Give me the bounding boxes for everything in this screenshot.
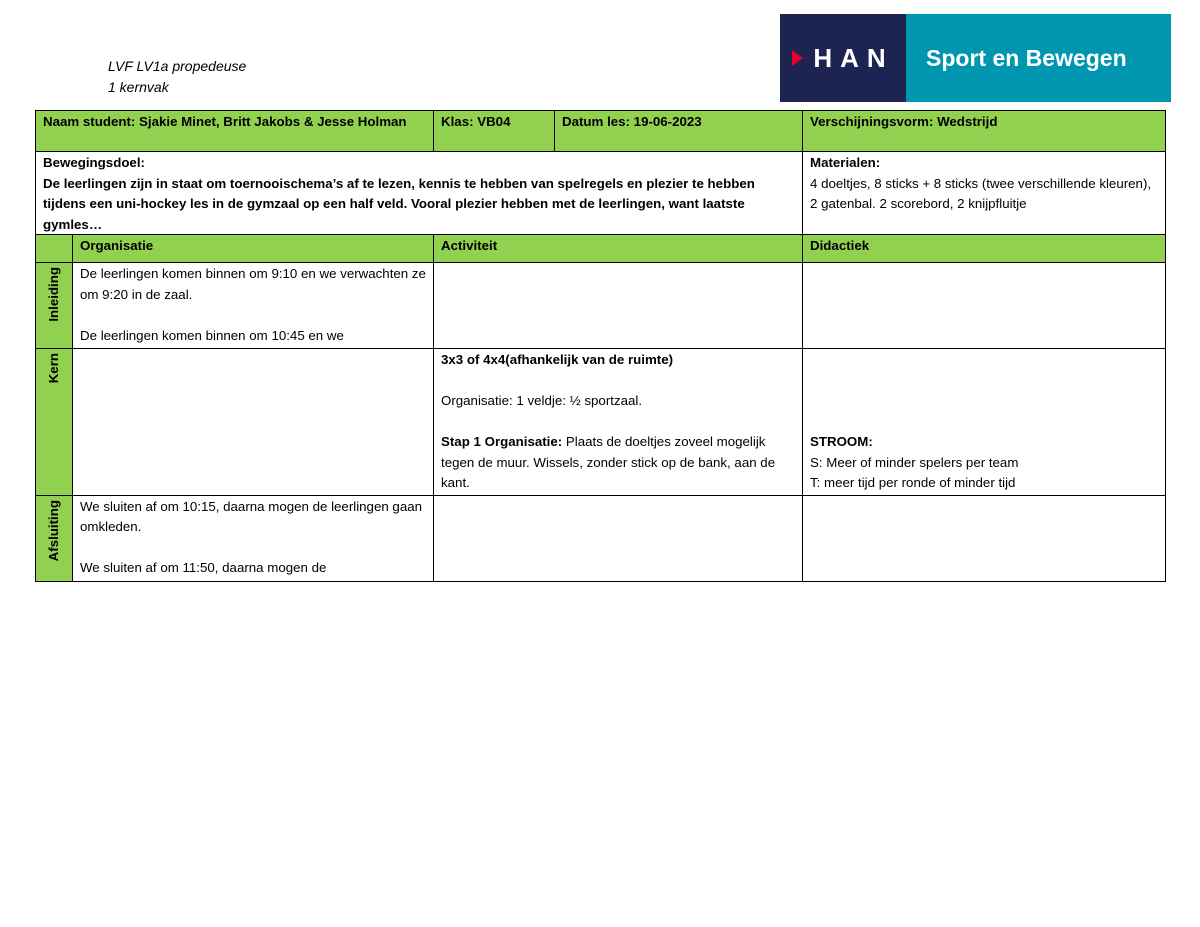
info-row <box>36 111 1166 152</box>
kern-row <box>36 349 1166 496</box>
afsluiting-organisatie-1: We sluiten af om 10:15, daarna mogen de leerlingen gaan omkleden. <box>80 498 423 534</box>
inleiding-organisatie-1: De leerlingen komen binnen om 9:10 en we verwachten ze om 9:20 in de zaal. <box>80 266 426 302</box>
materialen-text: 4 doeltjes, 8 sticks + 8 sticks (twee verschillende kleuren), 2 gatenbal. 2 scorebord, 2 knijpfluitje <box>810 175 1152 211</box>
inleiding-activiteit <box>434 263 803 349</box>
kern-label: Kern <box>45 353 61 384</box>
han-wordmark <box>792 43 893 74</box>
kern-activiteit-title: 3x3 of 4x4(afhankelijk van de ruimte) <box>441 352 674 367</box>
han-logo-right <box>906 14 1171 102</box>
afsluiting-didactiek <box>803 495 1166 581</box>
stap-1-label: Stap 1 Organisatie: <box>441 434 563 449</box>
arrow-icon <box>792 50 803 66</box>
doel-row <box>36 152 1166 235</box>
afsluiting-organisatie <box>73 495 434 581</box>
inleiding-organisatie <box>73 263 434 349</box>
materialen-label: Materialen: <box>810 155 881 170</box>
afsluiting-label-cell <box>36 495 73 581</box>
kern-stap-1 <box>441 432 795 494</box>
stroom-label: STROOM: <box>810 434 873 449</box>
naam-student-cell <box>36 111 434 152</box>
bewegingsdoel-label: Bewegingsdoel: <box>43 155 145 170</box>
header-organisatie: Organisatie <box>73 235 434 263</box>
materialen-cell <box>803 152 1166 235</box>
afsluiting-activiteit <box>434 495 803 581</box>
inleiding-row <box>36 263 1166 349</box>
naam-student: Naam student: Sjakie Minet, Britt Jakobs & Jesse Holman <box>43 114 407 129</box>
kern-didactiek <box>803 349 1166 496</box>
inleiding-didactiek <box>803 263 1166 349</box>
kern-label-cell <box>36 349 73 496</box>
sport-en-bewegen-text: Sport en Bewegen <box>926 44 1127 71</box>
course-code: LVF LV1a propedeuse <box>108 58 247 74</box>
document-header <box>108 56 246 98</box>
kern-activiteit-organisatie: Organisatie: 1 veldje: ½ sportzaal. <box>441 393 643 408</box>
course-subtitle: 1 kernvak <box>108 79 169 95</box>
bewegingsdoel-cell <box>36 152 803 235</box>
kern-organisatie <box>73 349 434 496</box>
inleiding-organisatie-2: De leerlingen komen binnen om 10:45 en we <box>80 327 344 343</box>
inleiding-label-cell <box>36 263 73 349</box>
kern-activiteit <box>434 349 803 496</box>
datum: Datum les: 19-06-2023 <box>562 114 702 129</box>
afsluiting-row <box>36 495 1166 581</box>
header-corner <box>36 235 73 263</box>
header-didactiek: Didactiek <box>803 235 1166 263</box>
stap-1-text: Plaats de doeltjes zoveel mogelijk tegen de muur. Wissels, zonder stick op de bank, aan de kant. <box>441 434 776 490</box>
header-activiteit: Activiteit <box>434 235 803 263</box>
han-logo <box>780 14 1171 102</box>
verschijningsvorm: Verschijningsvorm: Wedstrijd <box>810 114 998 129</box>
verschijningsvorm-cell <box>803 111 1166 152</box>
stroom-t: T: meer tijd per ronde of minder tijd <box>810 475 1016 490</box>
afsluiting-organisatie-2: We sluiten af om 11:50, daarna mogen de <box>80 560 327 575</box>
afsluiting-label: Afsluiting <box>45 499 61 561</box>
klas: Klas: VB04 <box>441 114 511 129</box>
lesson-table <box>35 110 1166 582</box>
bewegingsdoel-text: De leerlingen zijn in staat om toernooischema’s af te lezen, kennis te hebben van spelregels en plezier te hebben tijdens een uni-hockey les in de gymzaal op een half veld. Vooral plezier hebben met de leerlingen, want laatste gymles… <box>43 175 755 232</box>
han-logo-left <box>780 14 906 102</box>
stroom-s: S: Meer of minder spelers per team <box>810 454 1019 470</box>
column-header-row <box>36 235 1166 263</box>
han-text: HAN <box>813 42 894 73</box>
inleiding-label: Inleiding <box>45 267 61 322</box>
klas-cell <box>434 111 555 152</box>
datum-cell <box>555 111 803 152</box>
